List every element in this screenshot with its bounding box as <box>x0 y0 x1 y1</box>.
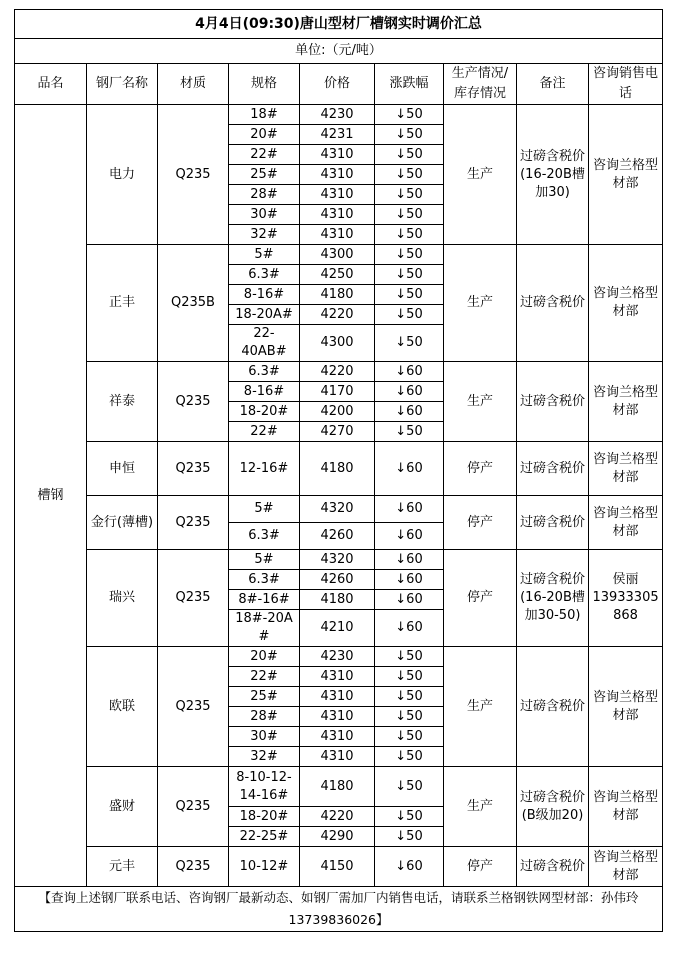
spec-cell: 6.3# <box>229 362 300 382</box>
spec-cell: 8-16# <box>229 285 300 305</box>
change-cell: ↓60 <box>375 442 444 496</box>
change-cell: ↓60 <box>375 570 444 590</box>
change-cell: ↓50 <box>375 205 444 225</box>
contact-cell: 咨询兰格型材部 <box>589 105 663 245</box>
change-cell: ↓50 <box>375 747 444 767</box>
status-cell: 停产 <box>444 442 517 496</box>
change-cell: ↓50 <box>375 225 444 245</box>
footer-row <box>15 887 663 932</box>
material-cell: Q235 <box>158 647 229 767</box>
material-cell: Q235 <box>158 496 229 550</box>
spec-cell: 8-10-12-14-16# <box>229 767 300 807</box>
header-status: 生产情况/库存情况 <box>444 64 517 105</box>
table-row <box>15 647 663 667</box>
change-cell: ↓50 <box>375 647 444 667</box>
remark-cell: 过磅含税价(16-20B槽加30) <box>517 105 589 245</box>
table-row <box>15 105 663 125</box>
remark-cell: 过磅含税价(B级加20) <box>517 767 589 847</box>
contact-cell: 咨询兰格型材部 <box>589 767 663 847</box>
price-cell: 4230 <box>300 647 375 667</box>
price-cell: 4170 <box>300 382 375 402</box>
price-cell: 4180 <box>300 767 375 807</box>
mill-name: 申恒 <box>87 442 158 496</box>
header-remark: 备注 <box>517 64 589 105</box>
contact-cell: 咨询兰格型材部 <box>589 442 663 496</box>
price-cell: 4300 <box>300 325 375 362</box>
spec-cell: 18# <box>229 105 300 125</box>
price-cell: 4250 <box>300 265 375 285</box>
change-cell: ↓50 <box>375 285 444 305</box>
price-cell: 4310 <box>300 687 375 707</box>
spec-cell: 22-40AB# <box>229 325 300 362</box>
table-row <box>15 496 663 523</box>
change-cell: ↓60 <box>375 362 444 382</box>
change-cell: ↓50 <box>375 807 444 827</box>
header-contact: 咨询销售电话 <box>589 64 663 105</box>
change-cell: ↓50 <box>375 767 444 807</box>
price-cell: 4310 <box>300 165 375 185</box>
contact-cell: 咨询兰格型材部 <box>589 496 663 550</box>
price-cell: 4150 <box>300 847 375 887</box>
table-row <box>15 767 663 807</box>
change-cell: ↓50 <box>375 325 444 362</box>
spec-cell: 12-16# <box>229 442 300 496</box>
spec-cell: 18#-20A# <box>229 610 300 647</box>
material-cell: Q235B <box>158 245 229 362</box>
spec-cell: 22-25# <box>229 827 300 847</box>
table-row <box>15 442 663 496</box>
price-cell: 4310 <box>300 727 375 747</box>
mill-name: 祥泰 <box>87 362 158 442</box>
change-cell: ↓50 <box>375 707 444 727</box>
status-cell: 生产 <box>444 767 517 847</box>
change-cell: ↓60 <box>375 402 444 422</box>
change-cell: ↓50 <box>375 125 444 145</box>
price-cell: 4320 <box>300 550 375 570</box>
material-cell: Q235 <box>158 442 229 496</box>
table-row <box>15 362 663 382</box>
header-mill: 钢厂名称 <box>87 64 158 105</box>
price-cell: 4300 <box>300 245 375 265</box>
price-cell: 4180 <box>300 442 375 496</box>
mill-name: 元丰 <box>87 847 158 887</box>
spec-cell: 6.3# <box>229 570 300 590</box>
price-cell: 4260 <box>300 570 375 590</box>
price-cell: 4310 <box>300 145 375 165</box>
header-product: 品名 <box>15 64 87 105</box>
price-cell: 4290 <box>300 827 375 847</box>
header-row <box>15 64 663 105</box>
price-cell: 4220 <box>300 305 375 325</box>
mill-name: 瑞兴 <box>87 550 158 647</box>
spec-cell: 18-20# <box>229 807 300 827</box>
spec-cell: 6.3# <box>229 523 300 550</box>
spec-cell: 8#-16# <box>229 590 300 610</box>
spec-cell: 25# <box>229 687 300 707</box>
mill-name: 欧联 <box>87 647 158 767</box>
change-cell: ↓60 <box>375 847 444 887</box>
spec-cell: 8-16# <box>229 382 300 402</box>
change-cell: ↓50 <box>375 687 444 707</box>
status-cell: 生产 <box>444 105 517 245</box>
price-cell: 4230 <box>300 105 375 125</box>
change-cell: ↓50 <box>375 185 444 205</box>
change-cell: ↓50 <box>375 727 444 747</box>
remark-cell: 过磅含税价 <box>517 496 589 550</box>
mill-name: 金行(薄槽) <box>87 496 158 550</box>
status-cell: 停产 <box>444 550 517 647</box>
spec-cell: 22# <box>229 145 300 165</box>
header-material: 材质 <box>158 64 229 105</box>
title-row <box>15 10 663 39</box>
remark-cell: 过磅含税价 <box>517 362 589 442</box>
status-cell: 停产 <box>444 847 517 887</box>
price-cell: 4270 <box>300 422 375 442</box>
status-cell: 生产 <box>444 647 517 767</box>
spec-cell: 32# <box>229 225 300 245</box>
status-cell: 生产 <box>444 362 517 442</box>
price-cell: 4220 <box>300 362 375 382</box>
contact-cell: 咨询兰格型材部 <box>589 847 663 887</box>
price-cell: 4200 <box>300 402 375 422</box>
material-cell: Q235 <box>158 847 229 887</box>
material-cell: Q235 <box>158 550 229 647</box>
change-cell: ↓60 <box>375 523 444 550</box>
price-cell: 4320 <box>300 496 375 523</box>
header-spec: 规格 <box>229 64 300 105</box>
price-cell: 4310 <box>300 667 375 687</box>
change-cell: ↓50 <box>375 667 444 687</box>
spec-cell: 18-20A# <box>229 305 300 325</box>
spec-cell: 20# <box>229 125 300 145</box>
price-cell: 4180 <box>300 285 375 305</box>
spec-cell: 25# <box>229 165 300 185</box>
change-cell: ↓50 <box>375 105 444 125</box>
spec-cell: 20# <box>229 647 300 667</box>
remark-cell: 过磅含税价(16-20B槽加30-50) <box>517 550 589 647</box>
table-row <box>15 847 663 887</box>
change-cell: ↓50 <box>375 145 444 165</box>
unit-row <box>15 39 663 64</box>
change-cell: ↓50 <box>375 827 444 847</box>
material-cell: Q235 <box>158 105 229 245</box>
spec-cell: 28# <box>229 185 300 205</box>
price-cell: 4310 <box>300 747 375 767</box>
change-cell: ↓50 <box>375 245 444 265</box>
header-change: 涨跌幅 <box>375 64 444 105</box>
unit-label: 单位:（元/吨） <box>15 39 663 64</box>
contact-cell: 咨询兰格型材部 <box>589 245 663 362</box>
price-cell: 4210 <box>300 610 375 647</box>
change-cell: ↓50 <box>375 165 444 185</box>
mill-name: 电力 <box>87 105 158 245</box>
product-name: 槽钢 <box>15 105 87 887</box>
spec-cell: 5# <box>229 496 300 523</box>
price-cell: 4310 <box>300 185 375 205</box>
spec-cell: 30# <box>229 205 300 225</box>
spec-cell: 32# <box>229 747 300 767</box>
spec-cell: 10-12# <box>229 847 300 887</box>
change-cell: ↓60 <box>375 610 444 647</box>
spec-cell: 22# <box>229 422 300 442</box>
contact-cell: 咨询兰格型材部 <box>589 647 663 767</box>
change-cell: ↓50 <box>375 265 444 285</box>
change-cell: ↓60 <box>375 550 444 570</box>
status-cell: 生产 <box>444 245 517 362</box>
change-cell: ↓50 <box>375 422 444 442</box>
price-cell: 4231 <box>300 125 375 145</box>
mill-name: 盛财 <box>87 767 158 847</box>
spec-cell: 22# <box>229 667 300 687</box>
price-cell: 4310 <box>300 205 375 225</box>
table-row <box>15 245 663 265</box>
spec-cell: 28# <box>229 707 300 727</box>
table-title: 4月4日(09:30)唐山型材厂槽钢实时调价汇总 <box>15 10 663 39</box>
mill-name: 正丰 <box>87 245 158 362</box>
remark-cell: 过磅含税价 <box>517 245 589 362</box>
footer-note: 【查询上述钢厂联系电话、咨询钢厂最新动态、如钢厂需加厂内销售电话，请联系兰格钢铁网型材部：孙伟玲 13739836026】 <box>15 887 663 932</box>
change-cell: ↓60 <box>375 382 444 402</box>
remark-cell: 过磅含税价 <box>517 442 589 496</box>
material-cell: Q235 <box>158 362 229 442</box>
spec-cell: 5# <box>229 245 300 265</box>
spec-cell: 30# <box>229 727 300 747</box>
change-cell: ↓60 <box>375 496 444 523</box>
material-cell: Q235 <box>158 767 229 847</box>
price-table <box>14 9 663 932</box>
spec-cell: 6.3# <box>229 265 300 285</box>
price-cell: 4180 <box>300 590 375 610</box>
price-cell: 4260 <box>300 523 375 550</box>
contact-cell: 侯丽 13933305868 <box>589 550 663 647</box>
status-cell: 停产 <box>444 496 517 550</box>
remark-cell: 过磅含税价 <box>517 847 589 887</box>
header-price: 价格 <box>300 64 375 105</box>
contact-cell: 咨询兰格型材部 <box>589 362 663 442</box>
price-cell: 4220 <box>300 807 375 827</box>
spec-cell: 18-20# <box>229 402 300 422</box>
price-cell: 4310 <box>300 225 375 245</box>
price-cell: 4310 <box>300 707 375 727</box>
change-cell: ↓60 <box>375 590 444 610</box>
remark-cell: 过磅含税价 <box>517 647 589 767</box>
spec-cell: 5# <box>229 550 300 570</box>
change-cell: ↓50 <box>375 305 444 325</box>
table-row <box>15 550 663 570</box>
